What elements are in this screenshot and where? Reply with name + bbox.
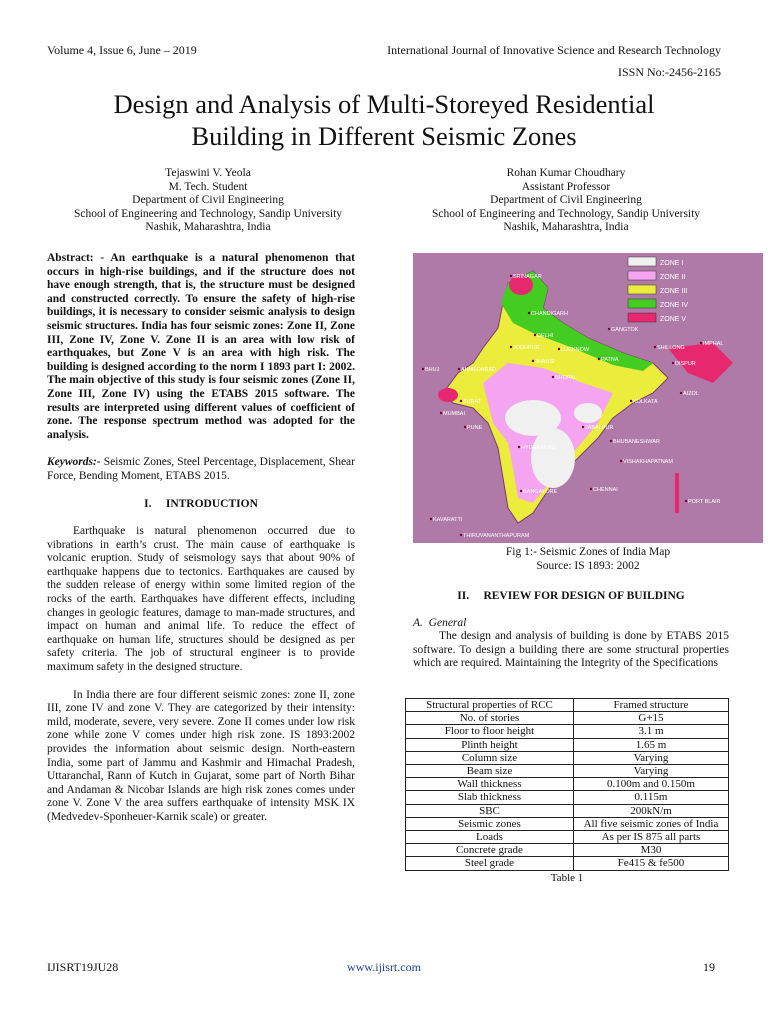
- table-cell-value: As per IS 875 all parts: [573, 831, 728, 844]
- table-cell-property: Loads: [406, 831, 574, 844]
- figure-caption: [413, 546, 763, 573]
- section-2-number: II.: [457, 590, 470, 602]
- city-marker: [654, 346, 656, 348]
- city-label: BHUJ: [425, 367, 440, 373]
- table-row: [406, 831, 729, 844]
- city-label: KAVARATTI: [433, 517, 463, 523]
- city-label: DELHI: [537, 333, 554, 339]
- city-label: KOLKATA: [633, 399, 658, 405]
- city-marker: [458, 368, 460, 370]
- city-marker: [598, 358, 600, 360]
- city-label: GANGTOK: [611, 327, 639, 333]
- zone-1-east: [574, 403, 602, 423]
- city-label: AIZOL: [683, 391, 699, 397]
- legend-label-zone-4: ZONE IV: [660, 302, 689, 309]
- table-container: [405, 698, 729, 884]
- city-label: SRINAGAR: [513, 274, 542, 280]
- city-marker: [582, 426, 584, 428]
- table-cell-value: 200kN/m: [573, 804, 728, 817]
- city-marker: [685, 500, 687, 502]
- header-volume: Volume 4, Issue 6, June – 2019: [47, 43, 197, 57]
- table-cell-value: Varying: [573, 765, 728, 778]
- city-label: JHANSI: [535, 359, 555, 365]
- city-label: PUNE: [467, 425, 483, 431]
- table-cell-value: M30: [573, 844, 728, 857]
- author-school: School of Engineering and Technology, Sandip University: [431, 207, 701, 220]
- author-name: Rohan Kumar Choudhary: [506, 167, 626, 179]
- city-label: CHENNAI: [593, 487, 618, 493]
- spec-table: [405, 698, 729, 871]
- city-label: JABALPUR: [585, 425, 614, 431]
- city-label: CHANDIGARH: [531, 311, 568, 317]
- city-marker: [630, 400, 632, 402]
- table-row: [406, 712, 729, 725]
- table-row: [406, 804, 729, 817]
- table-cell-property: Beam size: [406, 765, 574, 778]
- table-cell-value: 0.100m and 0.150m: [573, 778, 728, 791]
- title-line-1: Design and Analysis of Multi-Storeyed Residential: [113, 89, 655, 119]
- city-label: VISHAKHAPATNAM: [623, 459, 673, 465]
- city-marker: [440, 412, 442, 414]
- city-marker: [460, 534, 462, 536]
- city-marker: [608, 328, 610, 330]
- legend-swatch-zone-2: [628, 271, 656, 280]
- table-cell-value: Fe415 & fe500: [573, 857, 728, 870]
- legend-swatch-zone-4: [628, 299, 656, 308]
- table-row: [406, 751, 729, 764]
- table-cell-property: Concrete grade: [406, 844, 574, 857]
- author-place: Nashik, Maharashtra, India: [503, 221, 629, 234]
- table-row: [406, 725, 729, 738]
- author-dept: Department of Civil Engineering: [132, 194, 284, 207]
- table-row: [406, 765, 729, 778]
- city-marker: [534, 334, 536, 336]
- author-block-1: [47, 167, 369, 235]
- table-cell-property: No. of stories: [406, 712, 574, 725]
- table-cell-value: 0.115m: [573, 791, 728, 804]
- legend-label-zone-3: ZONE III: [660, 288, 688, 295]
- author-role: M. Tech. Student: [168, 180, 248, 193]
- table-cell-property: Plinth height: [406, 738, 574, 751]
- legend-label-zone-5: ZONE V: [660, 316, 687, 323]
- city-label: IMPHAL: [703, 341, 724, 347]
- city-marker: [464, 426, 466, 428]
- legend-swatch-zone-1: [628, 257, 656, 266]
- city-marker: [680, 392, 682, 394]
- city-label: MUMBAI: [443, 411, 465, 417]
- table-row: [406, 778, 729, 791]
- city-marker: [518, 446, 520, 448]
- keywords: [47, 456, 355, 483]
- author-role: Assistant Professor: [521, 180, 611, 193]
- city-marker: [422, 368, 424, 370]
- legend-swatch-zone-3: [628, 285, 656, 294]
- review-paragraph: The design and analysis of building is done by ETABS 2015 software. To design a building there are some structural properties which are required. Maintaining the Integrity of the Specifications: [413, 630, 729, 670]
- section-2-title: REVIEW FOR DESIGN OF BUILDING: [483, 590, 685, 602]
- city-label: PORT BLAIR: [688, 499, 721, 505]
- city-label: THIRUVANANTHAPURAM: [463, 533, 530, 539]
- city-label: BANGALORE: [523, 489, 558, 495]
- table-cell-value: All five seismic zones of India: [573, 817, 728, 830]
- table-cell-value: Varying: [573, 751, 728, 764]
- author-dept: Department of Civil Engineering: [490, 194, 642, 207]
- table-row: [406, 857, 729, 870]
- author-name: Tejaswini V. Yeola: [165, 167, 251, 179]
- table-row: [406, 817, 729, 830]
- legend-swatch-zone-5: [628, 313, 656, 322]
- city-marker: [672, 362, 674, 364]
- city-label: BHOPAL: [555, 375, 577, 381]
- keywords-label: Keywords:-: [47, 456, 101, 469]
- table-header-cell: Framed structure: [573, 699, 728, 712]
- table-cell-property: Steel grade: [406, 857, 574, 870]
- author-school: School of Engineering and Technology, Sandip University: [73, 207, 343, 220]
- city-marker: [552, 376, 554, 378]
- city-label: AHMEDABAD: [461, 367, 496, 373]
- footer-page-number: 19: [703, 960, 715, 974]
- table-cell-value: G+15: [573, 712, 728, 725]
- city-marker: [430, 518, 432, 520]
- city-marker: [558, 348, 560, 350]
- section-2-heading: [413, 590, 729, 604]
- table-cell-property: Wall thickness: [406, 778, 574, 791]
- table-header-row: [406, 699, 729, 712]
- city-label: HYDERABAD: [521, 445, 556, 451]
- keywords-text: Seismic Zones, Steel Percentage, Displacement, Shear Force, Bending Moment, ETABS 2015.: [47, 456, 355, 482]
- title-line-2: Building in Different Seismic Zones: [191, 121, 577, 151]
- footer-id: IJISRT19JU28: [47, 960, 119, 974]
- city-marker: [528, 312, 530, 314]
- city-marker: [620, 460, 622, 462]
- table-cell-property: Slab thickness: [406, 791, 574, 804]
- subsection-label: A.: [413, 616, 423, 629]
- table-header-cell: Structural properties of RCC: [406, 699, 574, 712]
- left-column: [47, 252, 355, 825]
- city-label: SHILLONG: [657, 345, 685, 351]
- city-marker: [590, 488, 592, 490]
- city-marker: [700, 342, 702, 344]
- legend-label-zone-1: ZONE I: [660, 260, 684, 267]
- city-label: BHUBANESHWAR: [613, 439, 660, 445]
- section-1-number: I.: [144, 497, 152, 510]
- legend-label-zone-2: ZONE II: [660, 274, 686, 281]
- header-journal: International Journal of Innovative Science and Research Technology: [387, 43, 721, 57]
- city-marker: [510, 275, 512, 277]
- section-1-title: INTRODUCTION: [165, 497, 258, 510]
- right-column: [413, 590, 729, 671]
- zone-5-kutch: [438, 388, 458, 402]
- city-label: SURAT: [463, 399, 482, 405]
- city-marker: [460, 400, 462, 402]
- zone-1-south: [531, 428, 575, 488]
- author-place: Nashik, Maharashtra, India: [145, 221, 271, 234]
- india-map-illustration: [413, 253, 763, 543]
- table-cell-property: Floor to floor height: [406, 725, 574, 738]
- footer-url[interactable]: www.ijisrt.com: [347, 960, 421, 974]
- table-row: [406, 791, 729, 804]
- subsection-heading: [413, 617, 729, 631]
- city-label: JODHPUR: [513, 345, 540, 351]
- table-cell-value: 3.1 m: [573, 725, 728, 738]
- table-caption: Table 1: [550, 871, 584, 884]
- abstract: Abstract: - An earthquake is a natural phenomenon that occurs in high-rise buildings, and if the structure does not have enough strength, that is, the structure must be designed and constructed correctly. To ensure the safety of high-rise buildings, it is necessary to consider seismic analysis to design seismic structures. India has four seismic zones: Zone II, Zone III, Zone IV, Zone V. Zone II is an area with low risk of earthquakes, but Zone V is an area with high risk. The building is designed according to the norm I 1893 part I: 2002. The main objective of this study is four seismic zones (Zone II, Zone III, Zone IV) using the ETABS 2015 software. The results are interpreted using different values of coefficient of zone. The response spectrum method was adopted for the analysis.: [47, 252, 355, 441]
- intro-paragraph-1: Earthquake is natural phenomenon occurred due to vibrations in earth’s crust. The main cause of earthquake is volcanic eruption. Study of seismology says that about 90% of earthquake happens due to tectonics. Earthquakes are caused by the sudden release of energy within some limited region of the rocks of the earth. Earthquakes have different effects, including changes in geologic features, damage to man-made structures, and impact on human and animal life. To reduce the effect of earthquake on human life, structures should be designed as per safety criteria. The job of structural engineer is to provide maximum safety in the designed structure.: [47, 525, 355, 674]
- city-marker: [610, 440, 612, 442]
- seismic-zone-map: [413, 253, 763, 543]
- andaman-islands: [675, 473, 679, 513]
- subsection-title: General: [428, 616, 467, 629]
- figure-caption-source: Source: IS 1893: 2002: [536, 559, 640, 572]
- header-issn: ISSN No:-2456-2165: [617, 65, 721, 79]
- city-label: DISPUR: [675, 361, 696, 367]
- table-row: [406, 738, 729, 751]
- city-marker: [532, 360, 534, 362]
- table-row: [406, 844, 729, 857]
- table-cell-property: SBC: [406, 804, 574, 817]
- figure-caption-title: Fig 1:- Seismic Zones of India Map: [505, 546, 671, 558]
- intro-paragraph-2: In India there are four different seismic zones: zone II, zone III, zone IV and zone V. They are categorized by their intensity: mild, moderate, severe, very severe. Zone II comes under low risk zone while zone V comes under high risk zone. IS 1893:2002 provides the information about seismic design. North-eastern India, some part of Jammu and Kashmir and Himachal Pradesh, Uttaranchal, Rann of Kutch in Gujarat, some part of North Bihar and Andaman & Nicobar Islands are high risk zones comes under zone V. Zone V the area suffers earthquake of intensity MSK IX (Medvedev-Sponheuer-Karnik scale) or greater.: [47, 688, 355, 823]
- city-marker: [520, 490, 522, 492]
- section-1-heading: [47, 498, 355, 512]
- city-label: PATNA: [601, 357, 619, 363]
- table-cell-property: Seismic zones: [406, 817, 574, 830]
- paper-title: [0, 88, 768, 152]
- city-marker: [510, 346, 512, 348]
- table-cell-property: Column size: [406, 751, 574, 764]
- author-block-2: [405, 167, 727, 235]
- city-label: LUCKNOW: [561, 347, 590, 353]
- table-cell-value: 1.65 m: [573, 738, 728, 751]
